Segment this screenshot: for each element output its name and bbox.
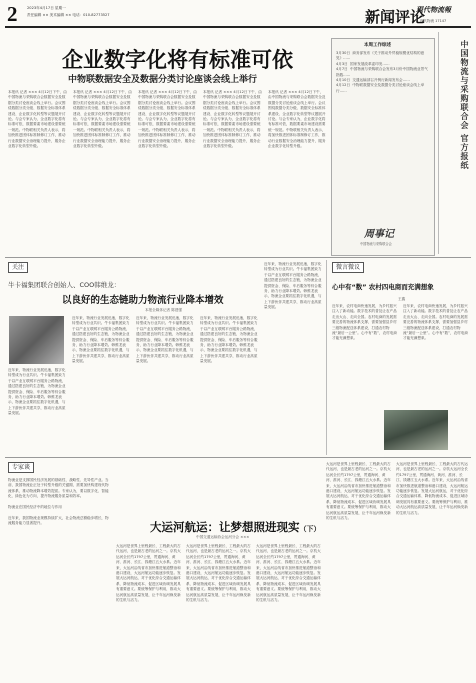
commentary-section-label: 微言微议 — [332, 262, 364, 273]
canal-column-3: 大运河是世界上里程最长、工程最大的古代运河，也是最古老的运河之一。京杭大运河全长约1797公里，贯通海河、黄河、淮河、长江、钱塘江五大水系。近年来，大运河沿线省市加快推进航道整治和港口建设，大运河航运功能逐步恢复。发展大运河航运，对于优化综合交通运输体系、降低物流成本、促进区域协调发展具有重要意义。要统筹保护与利用，推动大运河航运高质量发展，让千年运河焕发新的生机与活力。 — [256, 544, 321, 603]
expert-talk-section-label: 专家谈 — [8, 462, 34, 473]
commentary-photo — [384, 410, 448, 450]
week-events-header: 本周工作综述 — [364, 43, 391, 48]
canal-column-2: 大运河是世界上里程最长、工程最大的古代运河，也是最古老的运河之一。京杭大运河全长约1797公里，贯通海河、黄河、淮河、长江、钱塘江五大水系。近年来，大运河沿线省市加快推进航道整治和港口建设，大运河航运功能逐步恢复。发展大运河航运，对于优化综合交通运输体系、降低物流成本、促进区域协调发展具有重要意义。要统筹保护与利用，推动大运河航运高质量发展，让千年运河焕发新的生机与活力。 — [186, 544, 251, 603]
middle-divider — [5, 457, 471, 458]
masthead-side-info: 现代物流 17147 — [420, 19, 447, 23]
opinion-portrait-photo — [9, 316, 64, 364]
commentary-column-2: 近年来，农村电商快速发展，为乡村振兴注入了新动能。数字技术的普及让农产品走出大山、走向全国。农村电商的发展需要完善的物流体系支撑，需要加强县乡村三级物流配送体系建设，打通农村物流“最后一公里”。心中有“数”，农村电商才能充满想象。 — [403, 304, 468, 341]
commentary-column-1: 近年来，农村电商快速发展，为乡村振兴注入了新动能。数字技术的普及让农产品走出大山、走向全国。农村电商的发展需要完善的物流体系支撑，需要加强县乡村三级物流配送体系建设，打通农村物流“最后一公里”。心中有“数”，农村电商才能充满想象。 — [332, 304, 397, 341]
canal-headline — [150, 516, 321, 535]
vertical-sidebar-title — [449, 40, 469, 170]
week-events-logo: 周事记 — [364, 229, 394, 240]
week-events-logo-sub: 中国物流与采购联合会 — [360, 242, 392, 246]
week-events-body: 3月30日 商务部发布《关于推动外贸稳规模优结构的意见》…… 4月3日 国家发展改革委印发…… 4月7日 中国物流与采购联合会发布3月份中国物流业景气指数…… 4月10日 交通运输部召开例行新闻发布会…… 4月12日 中物联数据安全及数据分类讨论座谈会线上举行…… — [336, 51, 428, 93]
canal-column-4: 大运河是世界上里程最长、工程最大的古代运河，也是最古老的运河之一。京杭大运河全长约1797公里，贯通海河、黄河、淮河、长江、钱塘江五大水系。近年来，大运河沿线省市加快推进航道整治和港口建设，大运河航运功能逐步恢复。发展大运河航运，对于优化综合交通运输体系、降低物流成本、促进区域协调发展具有重要意义。要统筹保护与利用，推动大运河航运高质量发展，让千年运河焕发新的生机与活力。 — [326, 462, 391, 521]
opinion-column-2: 近年来，物流行业发展迅速，数字化转型成为行业共识。牛卡福集团致力于以产业互联网平台服务公路物流，通过搭建良好的生态链，为物流企业提供资金、保险、车后服务等综合服务，助力行业降本增效。韩维龙表示，物流企业要抓住数字化机遇，与上下游伙伴共建共享，推动行业高质量发展。 — [72, 316, 130, 364]
issue-info-line1: 2023年4月17日 星期一 — [27, 6, 66, 10]
opinion-divider — [326, 260, 327, 455]
canal-headline-text: 大运河航运：让梦想照进现实 — [150, 520, 300, 534]
sidebar-divider — [438, 32, 439, 254]
page-number: 2 — [7, 2, 18, 26]
lead-column-5: 本报讯 记者 ××× 4月12日下午，由中国物流与采购联合会数据安全及数据分类讨论座谈会线上举行。会议围绕数据分类分级、数据安全标准体系建设、企业数字化转型等议题展开讨论。与会专家认为，企业数字化将有标准可依，数据要素市场建设需要统一规范。中物联相关负责人表示，将加快推进团体标准制修订工作，推动行业数据安全治理能力提升，服务企业数字化转型升级。 — [268, 90, 326, 149]
week-events-box — [331, 38, 435, 256]
canal-headline-suffix: （下） — [299, 525, 321, 533]
opinion-column-3: 近年来，物流行业发展迅速，数字化转型成为行业共识。牛卡福集团致力于以产业互联网平台服务公路物流，通过搭建良好的生态链，为物流企业提供资金、保险、车后服务等综合服务，助力行业降本增效。韩维龙表示，物流企业要抓住数字化机遇，与上下游伙伴共建共享，推动行业高质量发展。 — [136, 316, 194, 364]
opinion-section-label: 关注 — [8, 262, 28, 273]
lead-column-2: 本报讯 记者 ××× 4月12日下午，由中国物流与采购联合会数据安全及数据分类讨论座谈会线上举行。会议围绕数据分类分级、数据安全标准体系建设、企业数字化转型等议题展开讨论。与会专家认为，企业数字化将有标准可依，数据要素市场建设需要统一规范。中物联相关负责人表示，将加快推进团体标准制修订工作，推动行业数据安全治理能力提升，服务企业数字化转型升级。 — [73, 90, 132, 149]
canal-column-1: 大运河是世界上里程最长、工程最大的古代运河，也是最古老的运河之一。京杭大运河全长约1797公里，贯通海河、黄河、淮河、长江、钱塘江五大水系。近年来，大运河沿线省市加快推进航道整治和港口建设，大运河航运功能逐步恢复。发展大运河航运，对于优化综合交通运输体系、降低物流成本、促进区域协调发展具有重要意义。要统筹保护与利用，推动大运河航运高质量发展，让千年运河焕发新的生机与活力。 — [116, 544, 181, 603]
commentary-byline: 王鑫 — [398, 297, 406, 301]
lead-column-1: 本报讯 记者 ××× 4月12日下午，由中国物流与采购联合会数据安全及数据分类讨论座谈会线上举行。会议围绕数据分类分级、数据安全标准体系建设、企业数字化转型等议题展开讨论。与会专家认为，企业数字化将有标准可依，数据要素市场建设需要统一规范。中物联相关负责人表示，将加快推进团体标准制修订工作，推动行业数据安全治理能力提升，服务企业数字化转型升级。 — [8, 90, 67, 149]
expert-talk-column: 物流业是支撑国民经济发展的基础性、战略性、先导性产业。当前，我国物流业正处于转型升级的关键期，需要加快构建现代物流体系，推动物流降本增效提质。专家认为，要以数字化、智能化、绿色化为方向，提升物流服务质量和效率。 物流业在国民经济中的地位与作用 近年来，我国物流业规模持续扩大，社会物流总额稳步增长，物流服务能力显著提升。 — [8, 478, 109, 526]
canal-byline: 中国交通运输协会运河分会 ××× — [196, 535, 250, 539]
opinion-column-4: 近年来，物流行业发展迅速，数字化转型成为行业共识。牛卡福集团致力于以产业互联网平台服务公路物流，通过搭建良好的生态链，为物流企业提供资金、保险、车后服务等综合服务，助力行业降本增效。韩维龙表示，物流企业要抓住数字化机遇，与上下游伙伴共建共享，推动行业高质量发展。 — [200, 316, 258, 364]
canal-column-5: 大运河是世界上里程最长、工程最大的古代运河，也是最古老的运河之一。京杭大运河全长约1797公里，贯通海河、黄河、淮河、长江、钱塘江五大水系。近年来，大运河沿线省市加快推进航道整治和港口建设，大运河航运功能逐步恢复。发展大运河航运，对于优化综合交通运输体系、降低物流成本、促进区域协调发展具有重要意义。要统筹保护与利用，推动大运河航运高质量发展，让千年运河焕发新的生机与活力。 — [396, 462, 468, 515]
opinion-headline: 以良好的生态链助力物流行业降本增效 — [62, 295, 224, 306]
opinion-column-1: 近年来，物流行业发展迅速，数字化转型成为行业共识。牛卡福集团致力于以产业互联网平台服务公路物流，通过搭建良好的生态链，为物流企业提供资金、保险、车后服务等综合服务，助力行业降本增效。韩维龙表示，物流企业要抓住数字化机遇，与上下游伙伴共建共享，推动行业高质量发展。 — [8, 368, 66, 416]
opinion-byline: 本报全媒体记者 陈建强 — [145, 308, 183, 312]
lead-headline: 企业数字化将有标准可依 — [62, 47, 293, 72]
sidebar-title-text: 中国物流与采购联合会 — [460, 40, 469, 130]
lead-bottom-divider — [5, 257, 471, 258]
paper-name-stamp: 現代物流報 — [416, 5, 451, 14]
commentary-headline: 心中有“数” 农村四电商而充满想象 — [332, 283, 434, 291]
lead-subhead: 中物联数据安全及数据分类讨论座谈会线上举行 — [68, 75, 258, 85]
section-title: 新闻评论 — [365, 8, 426, 26]
sidebar-subtitle-text: 官方报纸 — [460, 133, 469, 170]
lead-column-4: 本报讯 记者 ××× 4月12日下午，由中国物流与采购联合会数据安全及数据分类讨论座谈会线上举行。会议围绕数据分类分级、数据安全标准体系建设、企业数字化转型等议题展开讨论。与会专家认为，企业数字化将有标准可依，数据要素市场建设需要统一规范。中物联相关负责人表示，将加快推进团体标准制修订工作，推动行业数据安全治理能力提升，服务企业数字化转型升级。 — [203, 90, 262, 149]
lead-column-3: 本报讯 记者 ××× 4月12日下午，由中国物流与采购联合会数据安全及数据分类讨论座谈会线上举行。会议围绕数据分类分级、数据安全标准体系建设、企业数字化转型等议题展开讨论。与会专家认为，企业数字化将有标准可依，数据要素市场建设需要统一规范。中物联相关负责人表示，将加快推进团体标准制修订工作，推动行业数据安全治理能力提升，服务企业数字化转型升级。 — [138, 90, 197, 149]
masthead-divider — [5, 26, 471, 28]
issue-info-line2: 责任编辑 ×× 美术编辑 ×× 电话：010-82773527 — [27, 13, 110, 17]
opinion-kicker: 牛卡福集团联合创始人、COO韩维龙： — [8, 281, 121, 289]
opinion-column-5: 近年来，物流行业发展迅速，数字化转型成为行业共识。牛卡福集团致力于以产业互联网平台服务公路物流，通过搭建良好的生态链，为物流企业提供资金、保险、车后服务等综合服务，助力行业降本增效。韩维龙表示，物流企业要抓住数字化机遇，与上下游伙伴共建共享，推动行业高质量发展。 — [264, 262, 322, 310]
